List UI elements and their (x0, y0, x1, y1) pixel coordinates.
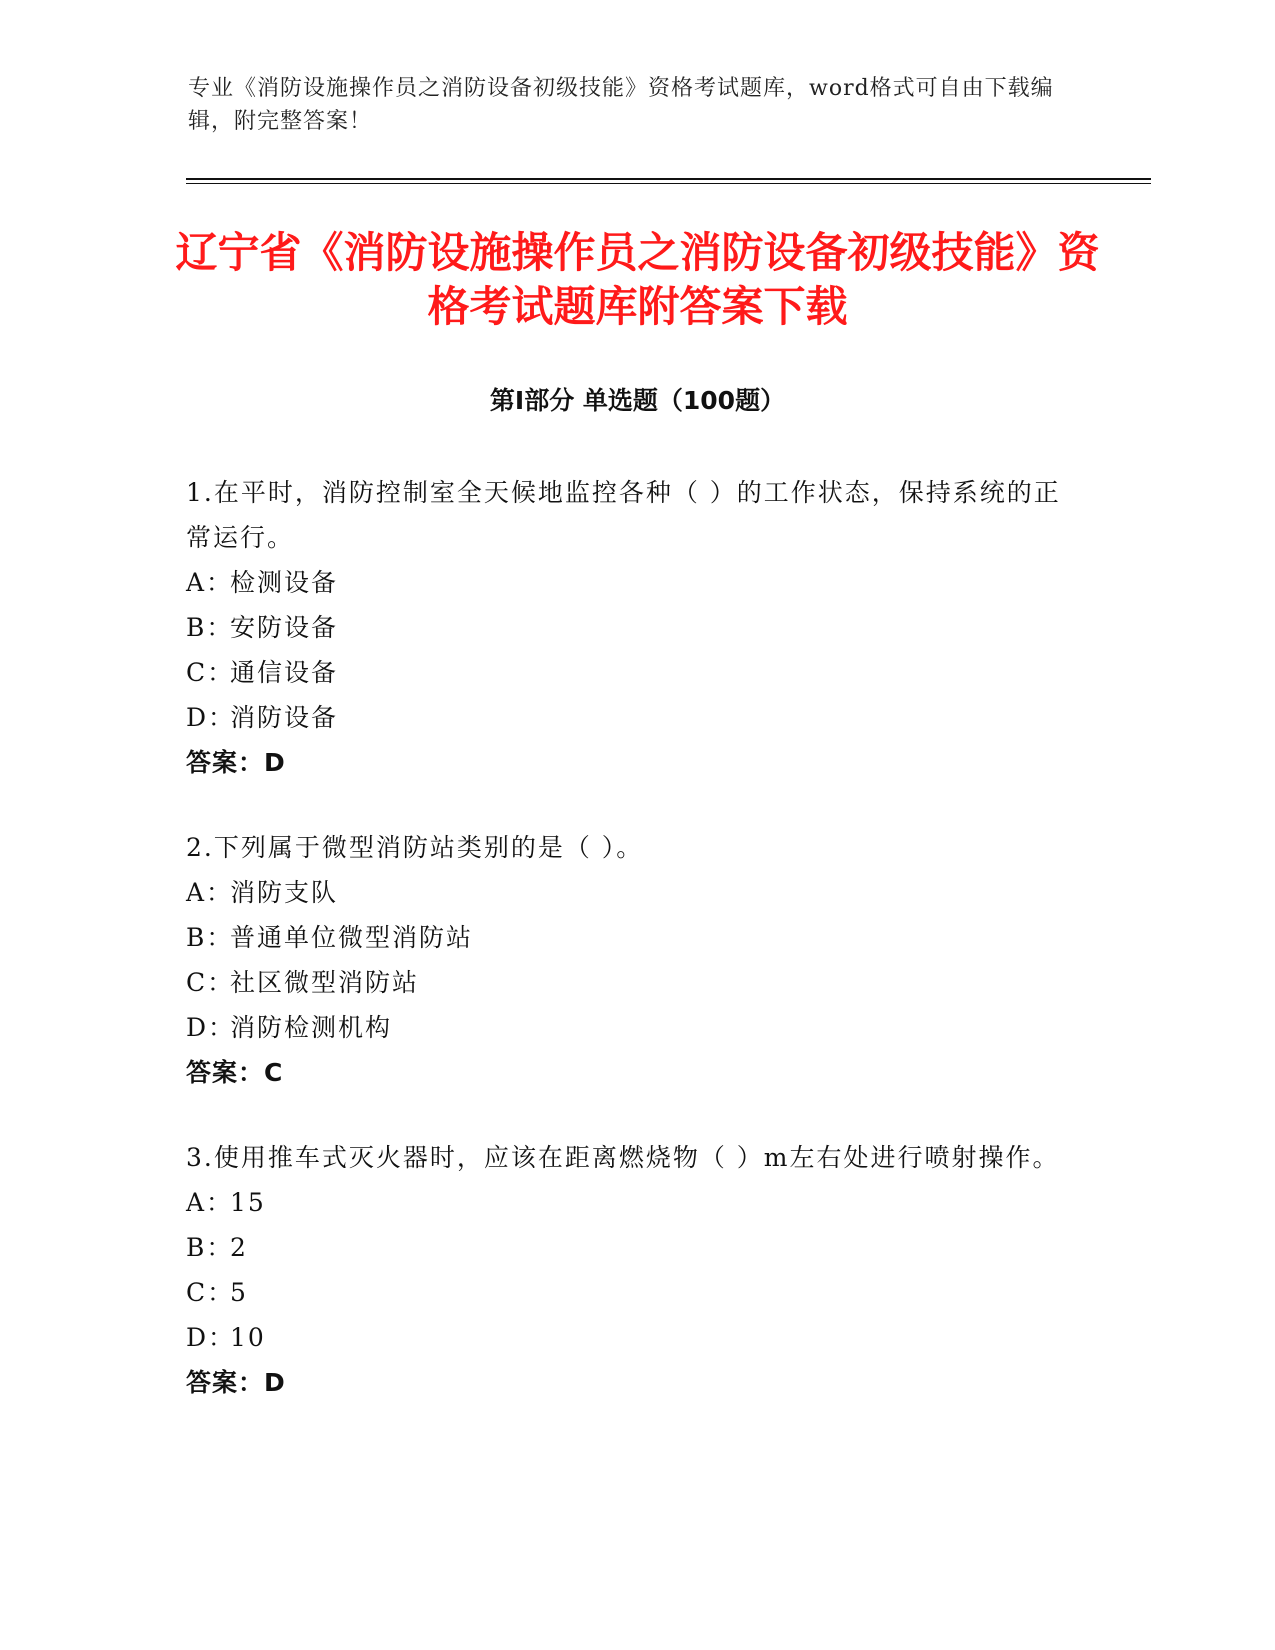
option-a (186, 870, 1086, 915)
question-list (186, 470, 1086, 1445)
option-key: B： (186, 1233, 234, 1262)
option-b (186, 1225, 1086, 1270)
option-key: B： (186, 923, 234, 952)
option-text: 检测设备 (230, 568, 339, 597)
option-text: 10 (230, 1323, 266, 1352)
answer-line: 答案：D (186, 748, 286, 777)
question-2 (186, 825, 1086, 1095)
option-b (186, 915, 1086, 960)
option-key: D： (186, 703, 236, 732)
option-c (186, 650, 1086, 695)
option-key: A： (186, 878, 234, 907)
option-key: A： (186, 568, 234, 597)
option-key: D： (186, 1323, 236, 1352)
question-stem: 2.下列属于微型消防站类别的是（ ）。 (186, 833, 644, 862)
option-key: C： (186, 1278, 235, 1307)
option-text: 通信设备 (230, 658, 339, 687)
section-title: 第I部分 单选题（100题） (489, 386, 786, 415)
option-d (186, 1315, 1086, 1360)
option-key: A： (186, 1188, 234, 1217)
document-title: 辽宁省《消防设施操作员之消防设备初级技能》资格考试题库附答案下载 (175, 228, 1100, 331)
option-d (186, 695, 1086, 740)
option-text: 15 (230, 1188, 266, 1217)
option-a (186, 1180, 1086, 1225)
question-1 (186, 470, 1086, 785)
option-text: 消防支队 (230, 878, 339, 907)
option-text: 2 (230, 1233, 248, 1262)
option-text: 社区微型消防站 (230, 968, 420, 997)
option-text: 消防检测机构 (230, 1013, 393, 1042)
question-stem: 1.在平时，消防控制室全天候地监控各种（ ）的工作状态，保持系统的正常运行。 (186, 478, 1061, 552)
option-c (186, 960, 1086, 1005)
option-d (186, 1005, 1086, 1050)
option-text: 安防设备 (230, 613, 339, 642)
header-divider-thick (186, 178, 1151, 180)
option-a (186, 560, 1086, 605)
option-text: 消防设备 (230, 703, 339, 732)
answer-line: 答案：C (186, 1058, 284, 1087)
answer-line: 答案：D (186, 1368, 286, 1397)
option-b (186, 605, 1086, 650)
option-key: C： (186, 658, 235, 687)
option-key: D： (186, 1013, 236, 1042)
option-text: 普通单位微型消防站 (230, 923, 474, 952)
option-key: B： (186, 613, 234, 642)
option-c (186, 1270, 1086, 1315)
option-key: C： (186, 968, 235, 997)
question-3 (186, 1135, 1086, 1405)
header-note: 专业《消防设施操作员之消防设备初级技能》资格考试题库，word格式可自由下载编辑，附完整答案！ (188, 76, 1054, 134)
header-divider-thin (186, 183, 1151, 184)
option-text: 5 (230, 1278, 248, 1307)
question-stem: 3.使用推车式灭火器时，应该在距离燃烧物（ ）m左右处进行喷射操作。 (186, 1143, 1060, 1172)
